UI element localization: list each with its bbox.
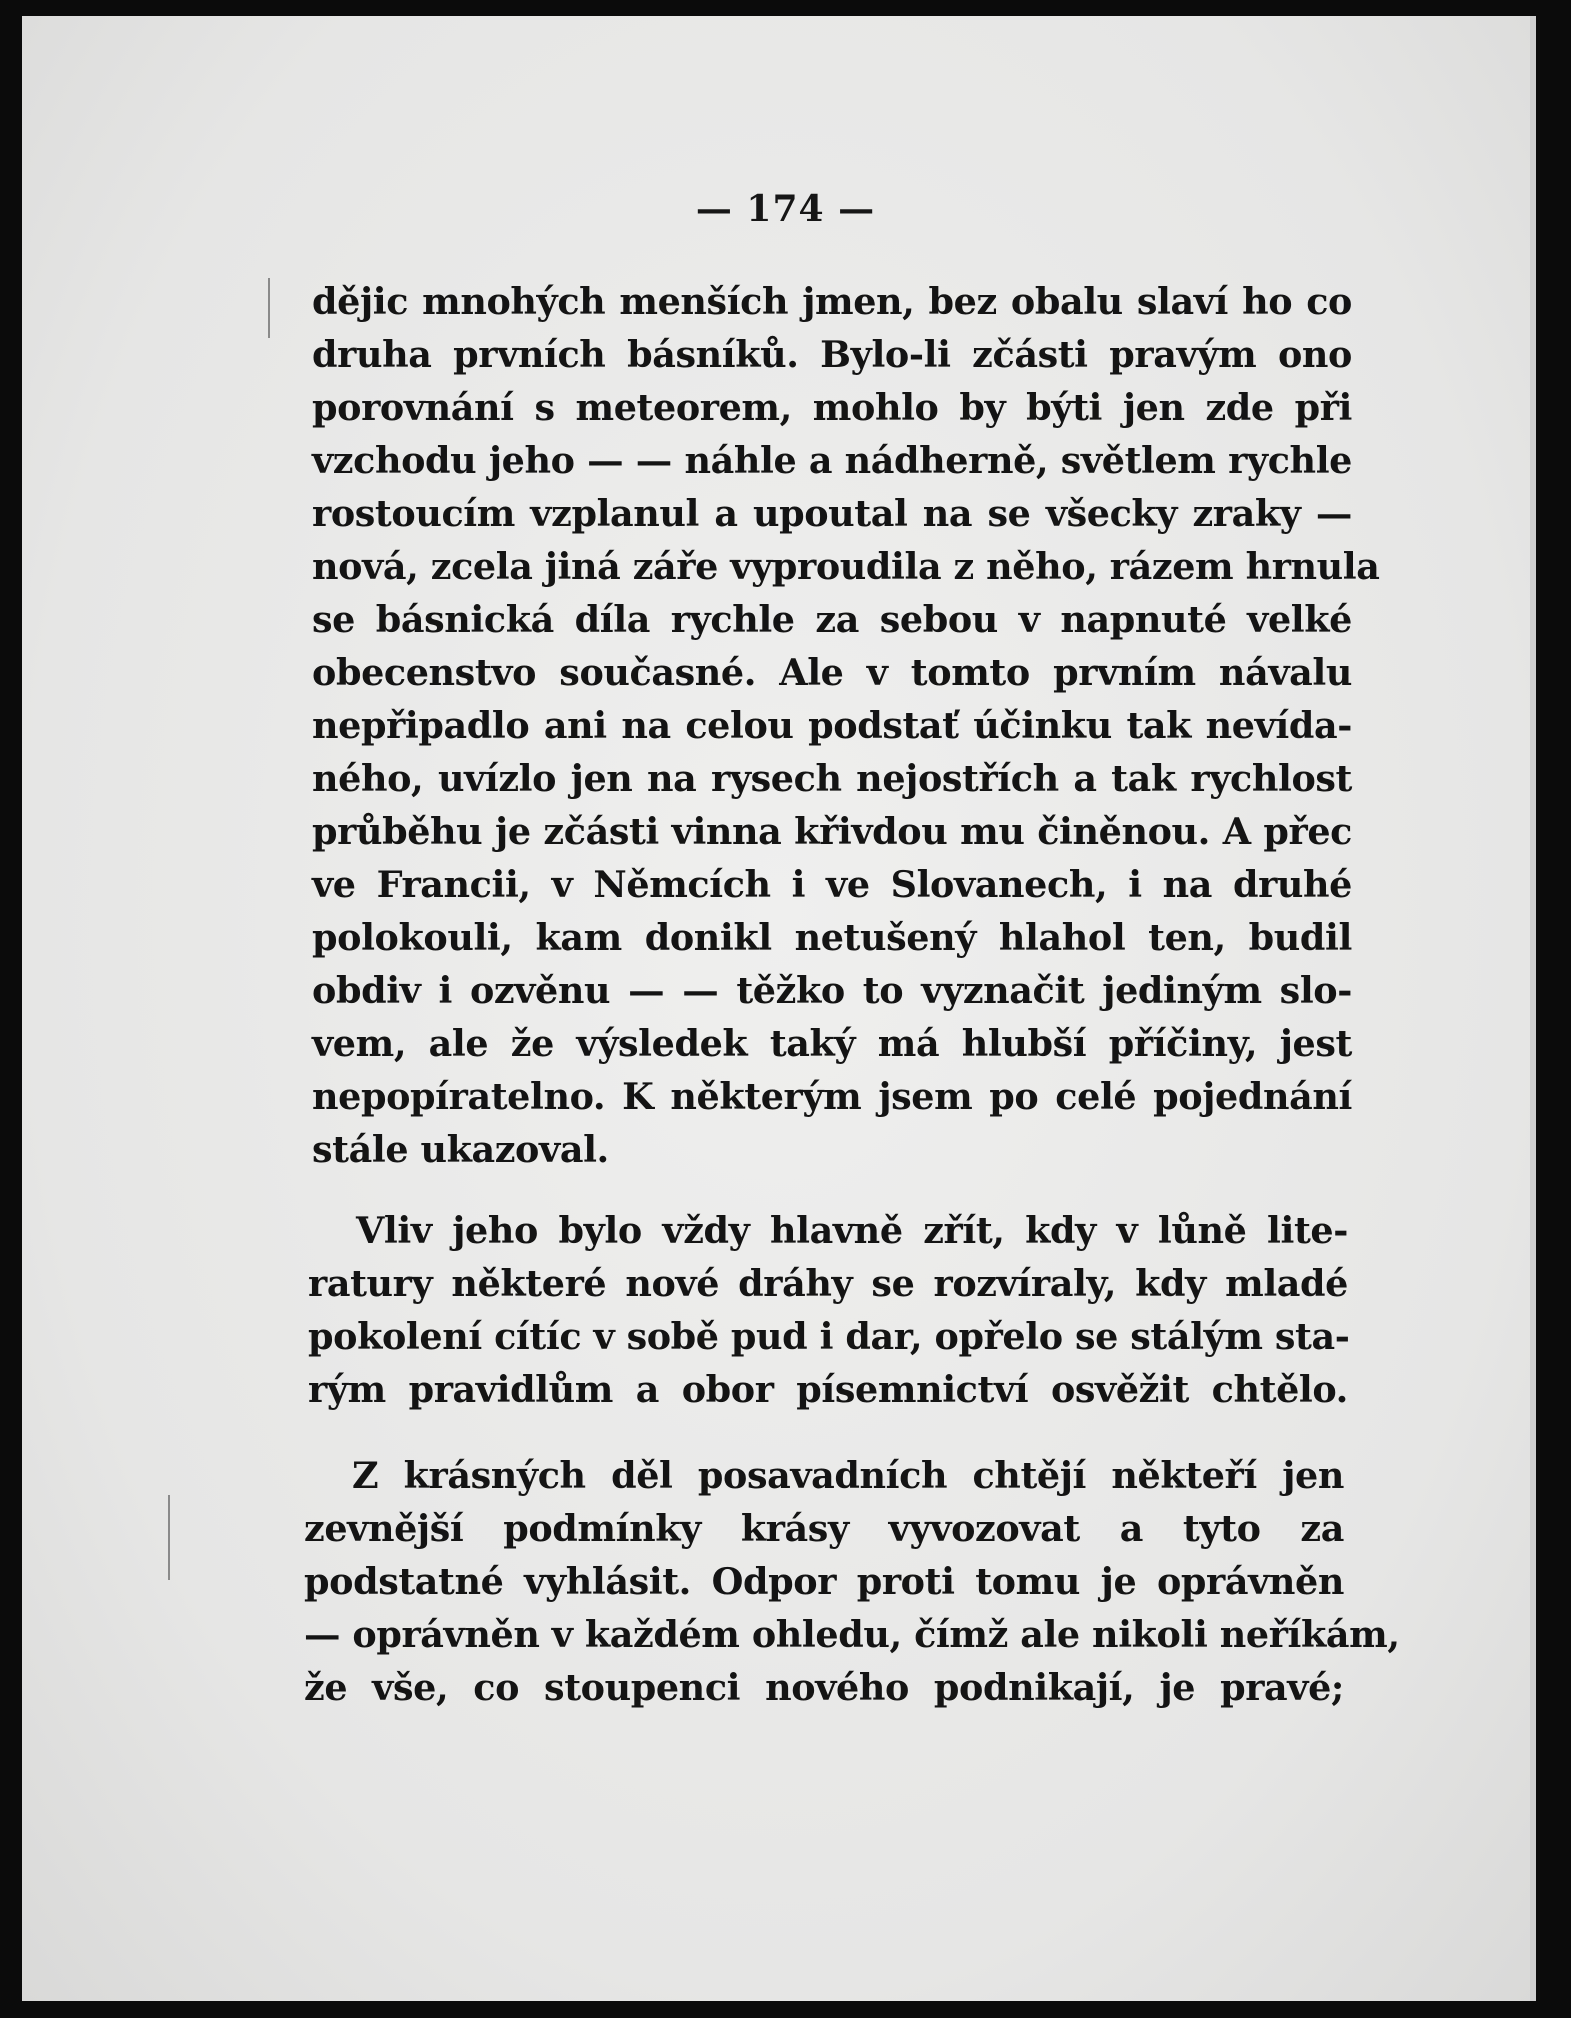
text-line: ného, uvízlo jen na rysech nejostřích a tak rychlost	[312, 757, 1352, 800]
text-line: pokolení cítíc v sobě pud i dar, opřelo se stálým sta-	[308, 1315, 1350, 1358]
text-line: obdiv i ozvěnu — — těžko to vyznačit jediným slo-	[312, 969, 1352, 1012]
page-edge	[1530, 16, 1536, 2001]
margin-mark	[268, 278, 270, 338]
text-line: vem, ale že výsledek taký má hlubší příčiny, jest	[312, 1022, 1352, 1065]
text-line: že vše, co stoupenci nového podnikají, je pravé;	[304, 1666, 1344, 1709]
text-line: vzchodu jeho — — náhle a nádherně, světlem rychle	[312, 439, 1352, 482]
text-line: rostoucím vzplanul a upoutal na se všecky zraky —	[312, 492, 1352, 535]
text-line: Z krásných děl posavadních chtějí někteří jen	[352, 1454, 1344, 1497]
text-line: nepřipadlo ani na celou podstať účinku tak nevída-	[312, 704, 1352, 747]
text-line: průběhu je zčásti vinna křivdou mu činěnou. A přec	[312, 810, 1352, 853]
margin-mark	[168, 1495, 170, 1580]
text-line: nepopíratelno. K některým jsem po celé pojednání	[312, 1075, 1352, 1118]
text-line: — oprávněn v každém ohledu, čímž ale nikoli neříkám,	[304, 1613, 1400, 1656]
text-line: druha prvních básníků. Bylo-li zčásti pravým ono	[312, 333, 1352, 376]
text-line: zevnější podmínky krásy vyvozovat a tyto za	[304, 1507, 1344, 1550]
text-line: podstatné vyhlásit. Odpor proti tomu je oprávněn	[304, 1560, 1344, 1603]
paragraph-3	[304, 1449, 1400, 1714]
page-number: — 174 —	[695, 188, 876, 230]
paragraph-2	[308, 1204, 1348, 1416]
text-line: ve Francii, v Němcích i ve Slovanech, i na druhé	[312, 863, 1352, 906]
text-line: ratury některé nové dráhy se rozvíraly, kdy mladé	[308, 1262, 1348, 1305]
text-line: obecenstvo současné. Ale v tomto prvním návalu	[312, 651, 1352, 694]
text-line: porovnání s meteorem, mohlo by býti jen zde při	[312, 386, 1352, 429]
text-line: stále ukazoval.	[312, 1128, 609, 1171]
text-line: nová, zcela jiná záře vyproudila z něho, rázem hrnula	[312, 545, 1380, 588]
text-line: dějic mnohých menších jmen, bez obalu slaví ho co	[312, 280, 1352, 323]
text-line: Vliv jeho bylo vždy hlavně zřít, kdy v lůně lite-	[356, 1209, 1348, 1252]
paragraph-1	[312, 275, 1380, 1176]
text-line: se básnická díla rychle za sebou v napnuté velké	[312, 598, 1352, 641]
text-line: rým pravidlům a obor písemnictví osvěžit chtělo.	[308, 1368, 1348, 1411]
text-line: polokouli, kam donikl netušený hlahol ten, budil	[312, 916, 1352, 959]
